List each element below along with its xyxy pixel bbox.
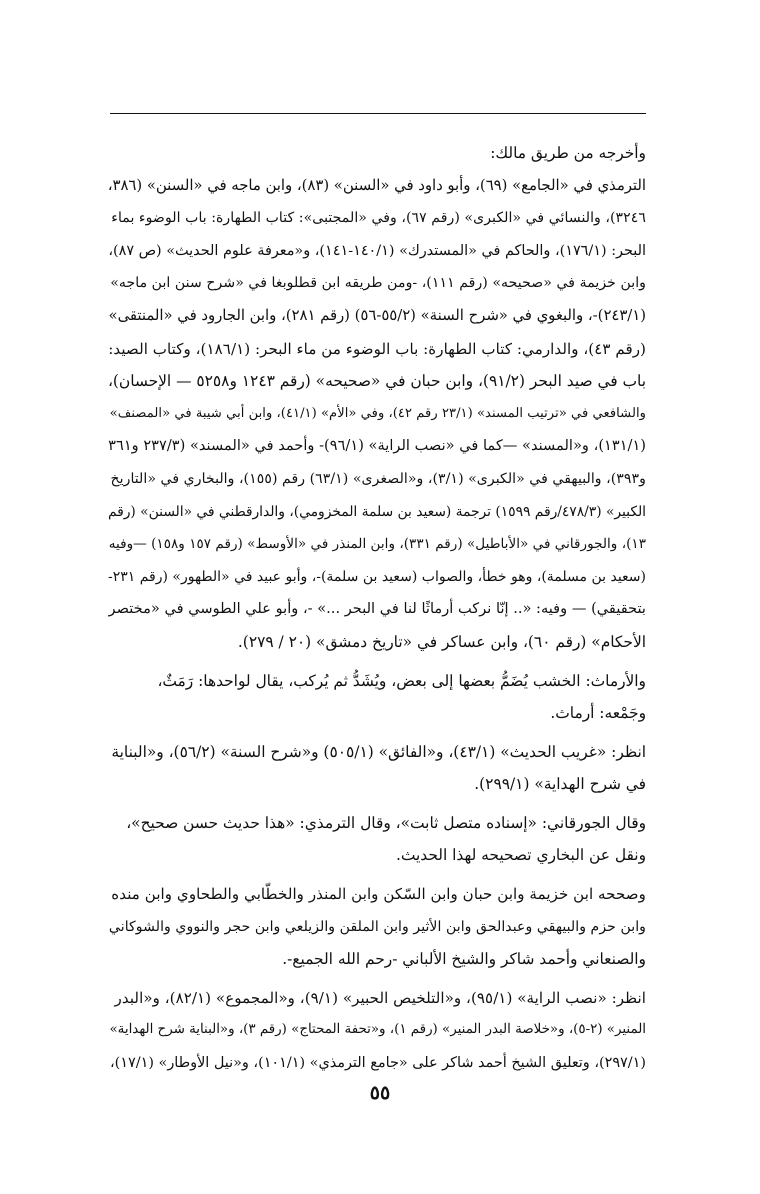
text-line: (رقم ٤٣)، والدارمي: كتاب الطهارة: باب الوضوء من ماء البحر: (١٨٦/١)، وكتاب الصيد: [108, 339, 646, 358]
text-line: والصنعاني وأحمد شاكر والشيخ الألباني -رحم الله الجميع-. [282, 950, 646, 969]
paragraph [108, 982, 646, 1080]
page-number: ٥٥ [369, 1082, 391, 1104]
text-line: انظر: «نصب الراية» (٩٥/١)، و«التلخيص الحبير» (٩/١)، و«المجموع» (٨٢/١)، و«البدر [114, 988, 646, 1007]
footnote-text-block [108, 137, 646, 1080]
text-line: وأخرجه من طريق مالك: [490, 144, 646, 162]
paragraph [108, 137, 646, 659]
text-line: البحر: (١٧٦/١)، والحاكم في «المستدرك» (١٤٠/١-١٤١)، و«معرفة علوم الحديث» (ص ٨٧)، [108, 242, 646, 259]
text-line: و٣٩٣)، والبيهقي في «الكبرى» (٣/١)، و«الصغرى» (٦٣/١) رقم (١٥٥)، والبخاري في «التاريخ [110, 470, 646, 487]
text-line: الترمذي في «الجامع» (٦٩)، وأبو داود في «السنن» (٨٣)، وابن ماجه في «السنن» (٣٨٦، [108, 176, 646, 194]
text-line: وابن حزم والبيهقي وعبدالحق وابن الأثير وابن الملقن والزيلعي وابن حجر والنووي والشوكاني [108, 918, 646, 935]
text-line: ٣٢٤٦)، والنسائي في «الكبرى» (رقم ٦٧)، وفي «المجتبى»: كتاب الطهارة: باب الوضوء بماء [111, 210, 646, 227]
text-line: وابن خزيمة في «صحيحه» (رقم ١١١)، -ومن طريقه ابن قطلوبغا في «شرح سنن ابن ماجه» [110, 275, 646, 292]
paragraph [108, 736, 646, 801]
text-line: الكبير» (٤٧٨/٣/رقم ١٥٩٩) ترجمة (سعيد بن سلمة المخزومي)، والدارقطني في «السنن» (رقم [108, 503, 646, 520]
paragraph [108, 878, 646, 976]
text-line: ونقل عن البخاري تصحيحه لهذا الحديث. [395, 846, 646, 865]
text-line: ١٣)، والجورقاني في «الأباطيل» (رقم ٣٣١)، وابن المنذر في «الأوسط» (رقم ١٥٧ و١٥٨) —وفيه [108, 536, 646, 553]
text-line: (سعيد بن مسلمة)، وهو خطأ، والصواب (سعيد بن سلمة)-، وأبو عبيد في «الطهور» (رقم ٢٣١- [108, 568, 646, 585]
text-line: انظر: «غريب الحديث» (٤٣/١)، و«الفائق» (٥٠٥/١) و«شرح السنة» (٥٦/٢)، و«البناية [111, 742, 646, 761]
text-line: المنير» (٢-٥)، و«خلاصة البدر المنير» (رقم ١)، و«تحفة المحتاج» (رقم ٣)، و«البناية شرح الهداية» [109, 1022, 646, 1038]
text-line: والأرماث: الخشب يُضَمُّ بعضها إلى بعض، ويُشَدُّ ثم يُركب، يقال لواحدها: رَمَثٌ، [157, 671, 646, 690]
text-line: الأحكام» (رقم ٦٠)، وابن عساكر في «تاريخ دمشق» (٢٠ / ٢٧٩). [237, 632, 646, 651]
text-line: (١٣١/١)، و«المسند» —كما في «نصب الراية» (٩٦/١)- وأحمد في «المسند» (٢٣٧/٣ و٣٦١ [108, 437, 646, 455]
text-line: في شرح الهداية» (٢٩٩/١). [474, 775, 646, 794]
text-line: باب في صيد البحر (٩١/٢)، وابن حبان في «صحيحه» (رقم ١٢٤٣ و٥٢٥٨ — الإحسان)، [108, 372, 646, 391]
text-line: وقال الجورقاني: «إسناده متصل ثابت»، وقال الترمذي: «هذا حديث حسن صحيح»، [126, 813, 646, 832]
header-rule [110, 113, 646, 114]
text-line: والشافعي في «ترتيب المسند» (٢٣/١ رقم ٤٢)، وفي «الأم» (٤١/١)، وابن أبي شيبة في «المصنف» [109, 405, 646, 421]
text-line: بتحقيقي) — وفيه: «.. إنّا نركب أرماثًا لنا في البحر ...» -، وأبو علي الطوسي في «مختصر [108, 600, 646, 618]
text-line: (٢٤٣/١)-، والبغوي في «شرح السنة» (٥٥/٢-٥٦) (رقم ٢٨١)، وابن الجارود في «المنتقى» [108, 306, 646, 324]
paragraph [108, 665, 646, 730]
text-line: وجَمْعه: أرماث. [550, 704, 646, 723]
text-line: وصححه ابن خزيمة وابن حبان وابن السّكن وابن المنذر والخطّابي والطحاوي وابن منده [111, 885, 646, 904]
paragraph [108, 807, 646, 872]
text-line: (٢٩٧/١)، وتعليق الشيخ أحمد شاكر على «جامع الترمذي» (١٠١/١)، و«نيل الأوطار» (١٧/١)، [110, 1055, 646, 1072]
